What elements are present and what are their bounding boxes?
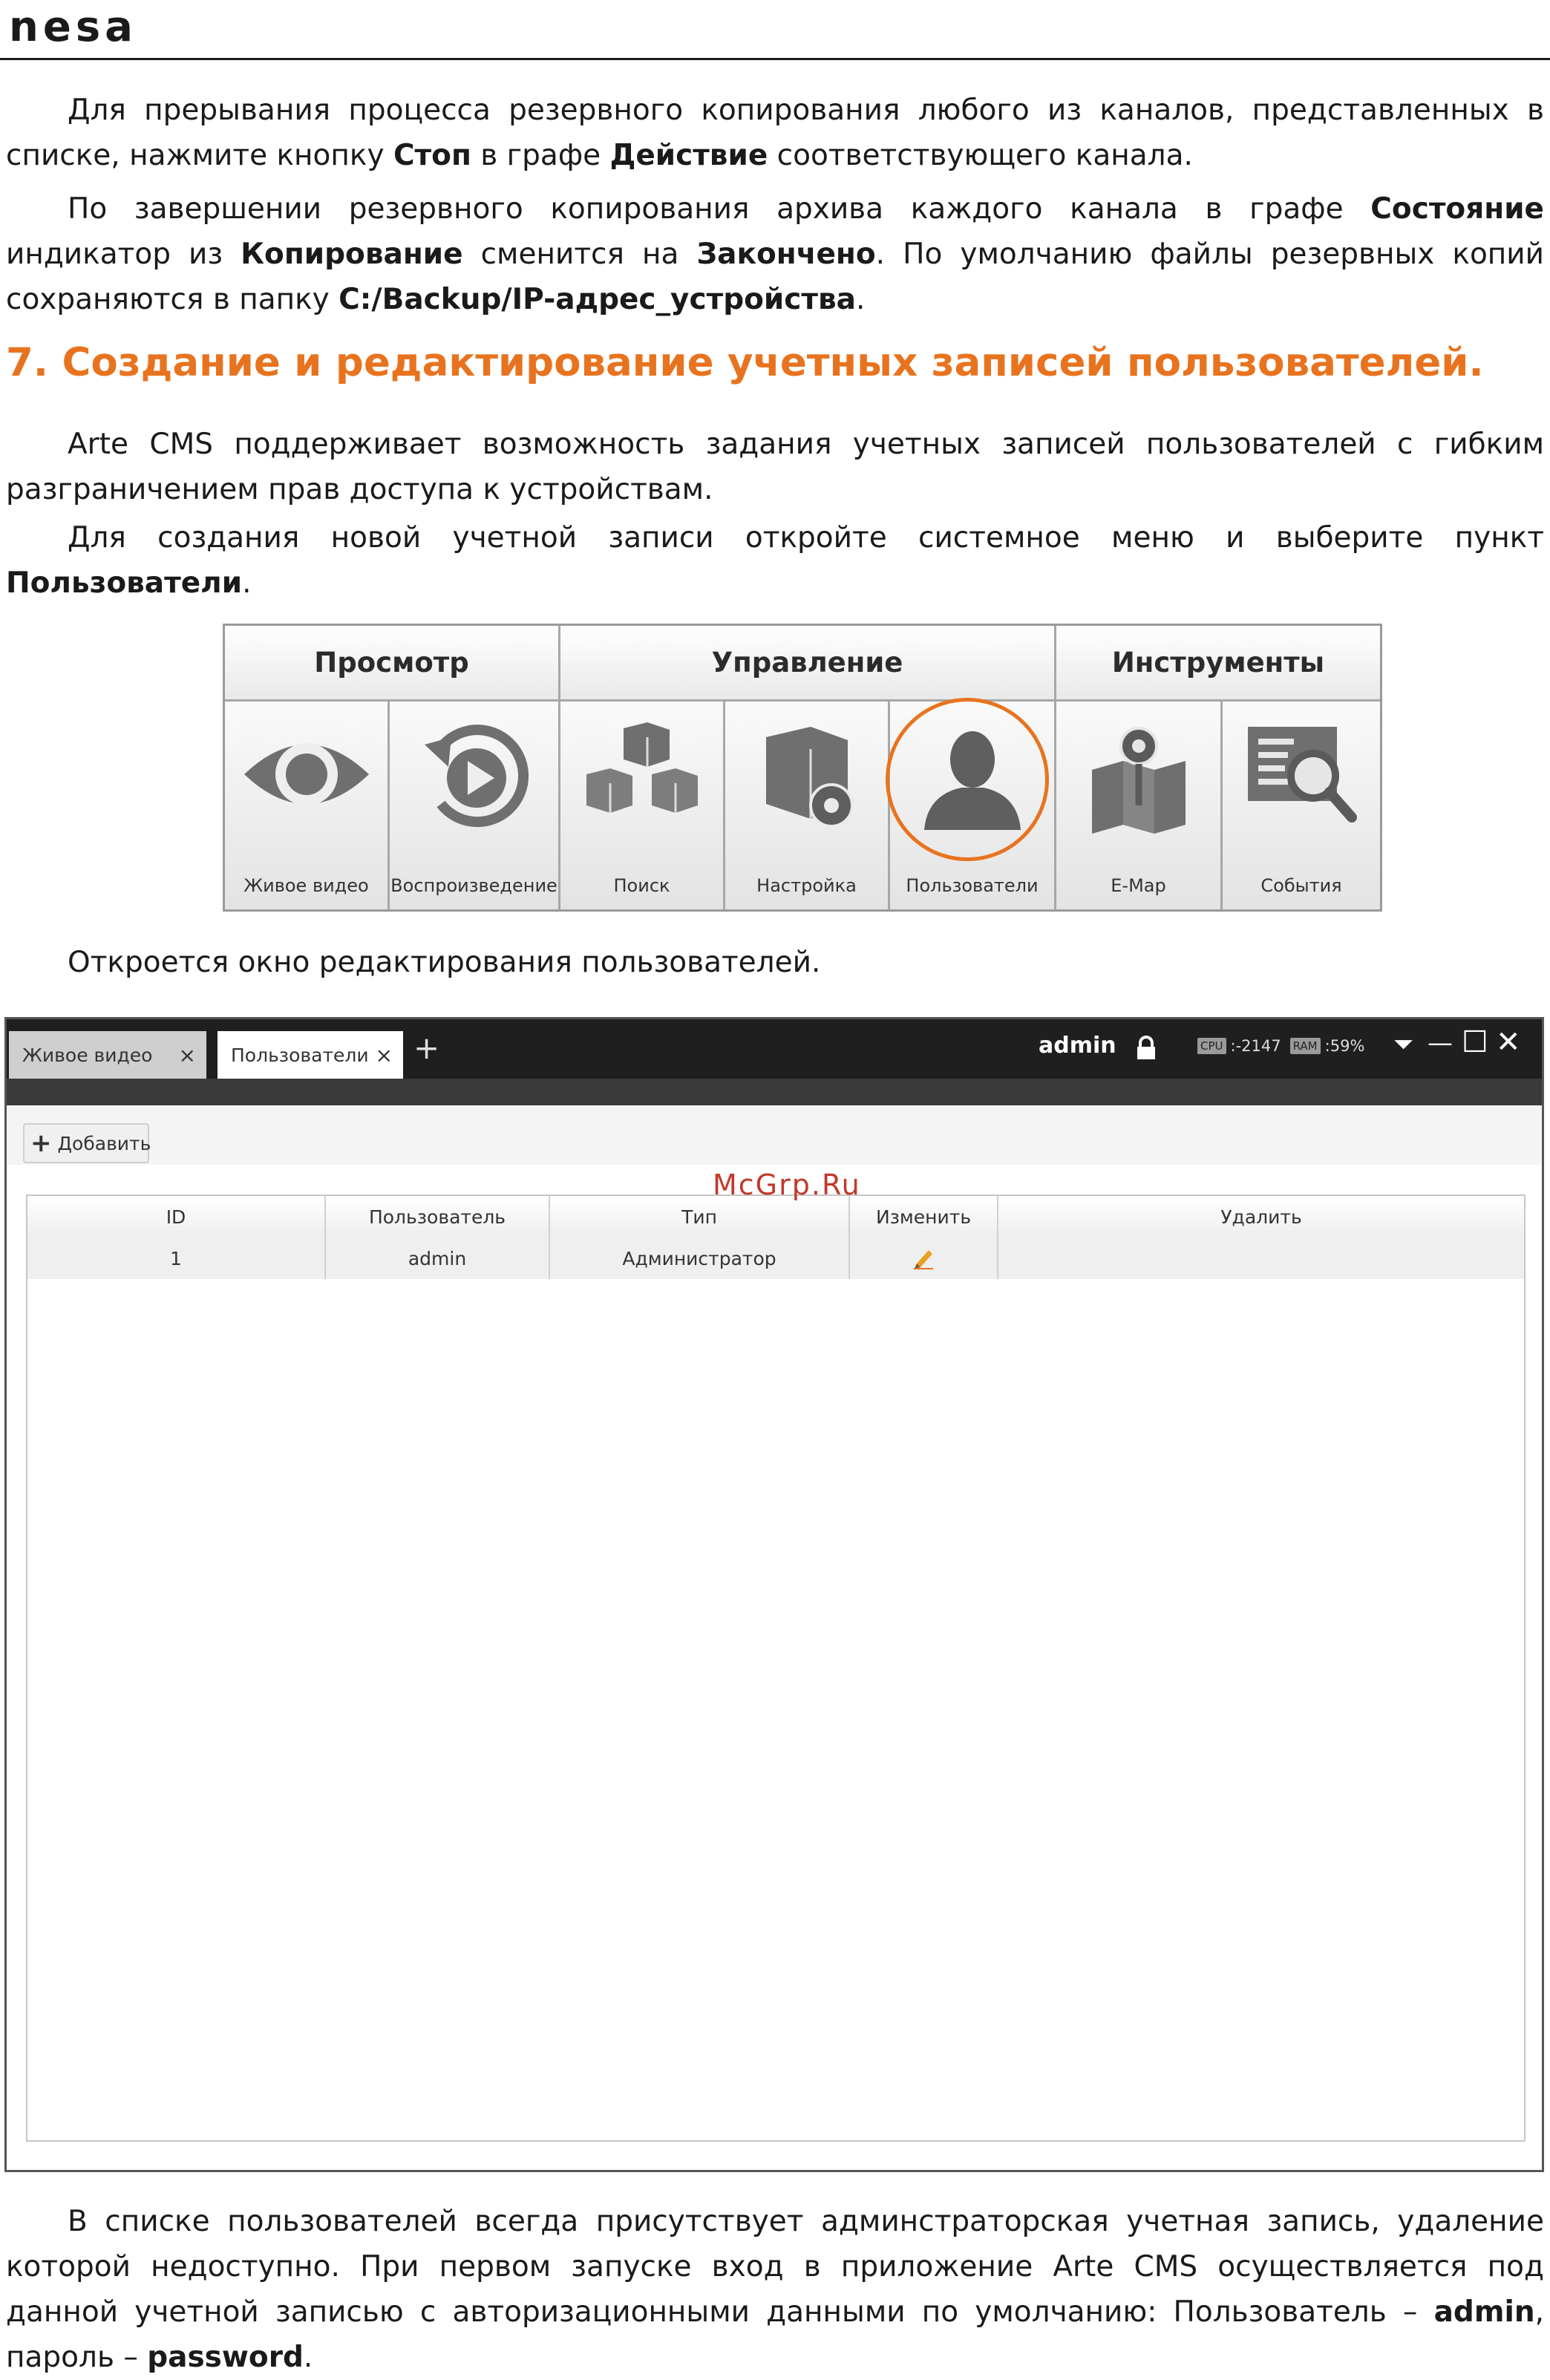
text: . По умолчанию файлы резервных копий сохраняются в папку [6,238,1544,316]
table-header [27,1196,1524,1239]
bold-backup-path: C:/Backup/IP-адрес_устройства [339,283,856,316]
paragraph-admin-account [6,2199,1544,2380]
bold-copying: Копирование [241,238,463,271]
text: . [303,2341,313,2374]
settings-cube-icon [751,722,863,834]
text: . [242,566,252,600]
paragraph-arte-cms: Arte CMS поддерживает возможность задания учетных записей пользователей с гибким разграничением прав доступа к устройствам. [6,428,1544,506]
cell-delete [998,1238,1524,1279]
text: сменится на [462,238,697,271]
bold-action: Действие [609,139,768,172]
paragraph-window-opens: Откроется окно редактирования пользователей. [68,946,821,979]
close-tab-icon[interactable]: × [178,1043,196,1068]
tile-playback[interactable] [390,702,560,909]
menu-dropdown-icon[interactable]: ⏷ [1393,1030,1414,1059]
cell-type: Администратор [550,1238,850,1279]
paragraph-backup-complete [6,186,1544,322]
paragraph-create-account [6,515,1544,606]
text: Для создания новой учетной записи откройте системное меню и выберите пункт [68,521,1544,555]
current-user: admin [1039,1033,1116,1059]
col-edit[interactable]: Изменить [850,1196,998,1238]
col-user[interactable]: Пользователь [326,1196,550,1238]
nesa-logo: nesa [9,3,137,51]
users-table [26,1194,1526,2142]
ram-chip-icon: RAM [1290,1038,1321,1054]
users-highlight-circle [886,698,1049,861]
close-window-icon[interactable]: ✕ [1496,1025,1521,1059]
paragraph-stop-backup [6,88,1544,178]
bold-stop: Стоп [393,139,471,172]
search-doc-icon [1242,722,1361,826]
group-manage: Управление [560,626,1056,702]
title-bar [7,1019,1542,1079]
tab-users[interactable] [218,1031,403,1079]
tile-emap[interactable] [1056,702,1223,909]
cpu-chip-icon: CPU [1197,1038,1226,1054]
text: По завершении резервного копирования архива каждого канала в графе [68,192,1371,226]
tile-live-video[interactable] [225,702,390,909]
tile-label: E-Map [1111,875,1166,896]
table-row[interactable] [27,1238,1524,1279]
tile-events[interactable] [1223,702,1380,909]
text: . [855,283,866,316]
cpu-value: :-2147 [1230,1037,1281,1055]
pencil-edit-icon[interactable] [912,1247,935,1269]
section-heading: 7. Создание и редактирование учетных записей пользователей. [6,340,1484,385]
group-tools: Инструменты [1056,626,1380,702]
tile-label: Поиск [613,875,670,896]
bold-admin: admin [1433,2295,1535,2329]
tile-search[interactable] [560,702,725,909]
text: Для прерывания процесса резервного копирования любого из каналов, представленных в списке, нажмите кнопку [6,94,1544,172]
add-label: Добавить [57,1132,151,1154]
resource-monitor [1197,1037,1364,1055]
new-tab-icon[interactable]: + [413,1030,440,1066]
eye-icon [240,722,373,826]
tile-label: Воспроизведение [390,875,557,896]
group-view: Просмотр [225,626,560,702]
cubes-icon [579,722,705,826]
text: , пароль – [6,2295,1544,2374]
tab-label: Пользователи [231,1044,369,1066]
text: индикатор из [6,238,241,271]
maximize-icon[interactable]: ☐ [1462,1025,1488,1059]
toolbar [7,1105,1542,1165]
tile-label: События [1260,875,1342,896]
text: В списке пользователей всегда присутствует админстраторская учетная запись, удаление которой недоступно. При первом запуске вход в приложение Arte CMS осуществляется под данной учетной записью с авторизационными данными по умолчанию: Пользователь – [6,2205,1544,2329]
col-id[interactable]: ID [27,1196,326,1238]
tile-settings[interactable] [725,702,890,909]
text: соответствующего канала. [768,139,1193,172]
tile-label: Настройка [756,875,857,896]
cell-user: admin [326,1238,550,1279]
header-rule [0,58,1550,60]
map-pin-icon [1083,722,1194,834]
lock-icon[interactable] [1135,1036,1157,1061]
add-user-button[interactable] [23,1123,149,1163]
tile-label: Пользователи [906,875,1039,896]
ram-value: :59% [1324,1037,1365,1055]
cell-id: 1 [27,1238,326,1279]
bold-state: Состояние [1370,192,1544,226]
bold-finished: Закончено [696,238,876,271]
col-type[interactable]: Тип [550,1196,850,1238]
play-icon [419,722,530,834]
bold-users: Пользователи [6,566,243,600]
bold-password: password [147,2341,304,2374]
text: в графе [471,139,610,172]
tab-label: Живое видео [22,1044,153,1066]
sub-bar [7,1079,1542,1105]
watermark: McGrp.Ru [713,1168,861,1201]
col-delete[interactable]: Удалить [1220,1206,1302,1228]
plus-icon: + [30,1128,52,1158]
minimize-icon[interactable]: — [1428,1028,1453,1058]
system-menu-ribbon [223,624,1382,912]
close-tab-icon[interactable]: × [375,1043,393,1068]
tile-label: Живое видео [243,875,369,896]
tab-live-video[interactable] [9,1031,206,1079]
cell-edit [850,1238,998,1279]
